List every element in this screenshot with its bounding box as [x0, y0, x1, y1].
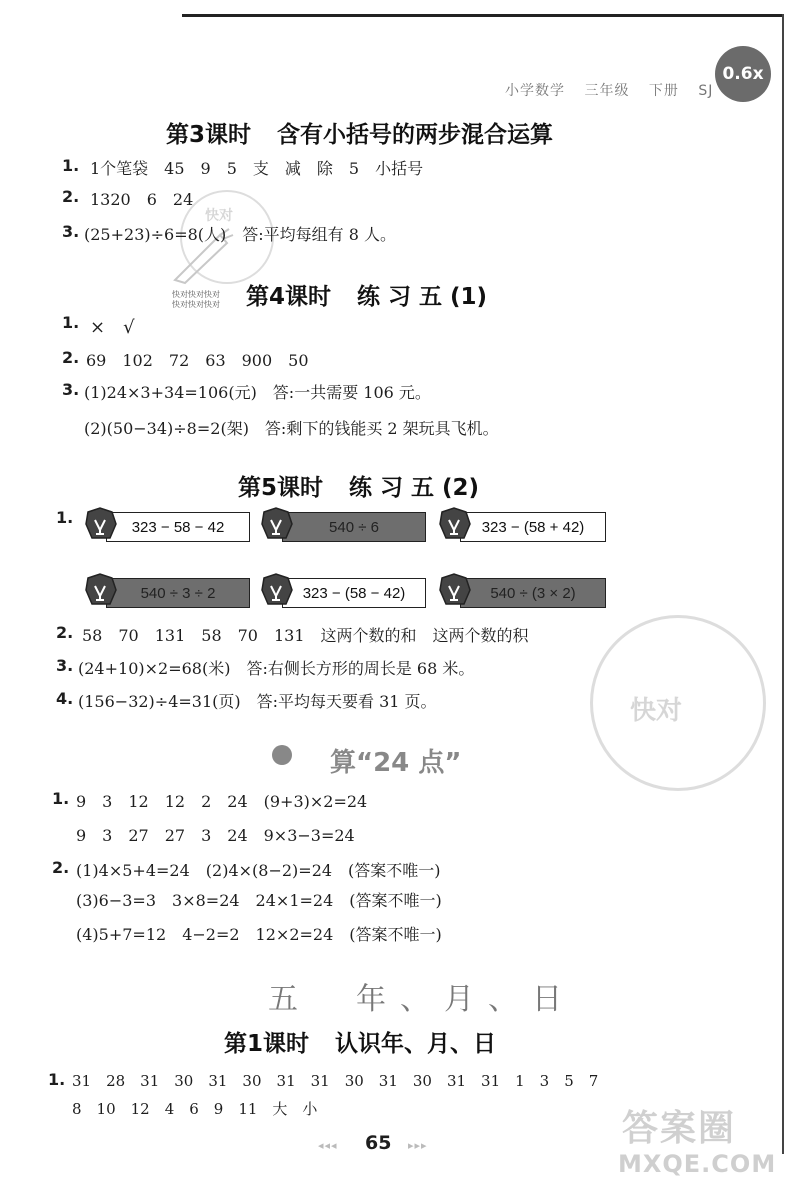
pencil-badge-icon — [258, 506, 298, 542]
watermark-site: MXQE.COM — [618, 1150, 777, 1178]
expression-tile — [82, 506, 250, 540]
expression-text: 540 ÷ 3 ÷ 2 — [140, 584, 216, 602]
lesson3-title — [166, 116, 553, 149]
expression-text: 323 − (58 − 42) — [302, 584, 406, 602]
pencil-badge-icon — [436, 572, 476, 608]
page-arrows-left: ◂◂◂ — [318, 1139, 338, 1152]
pencil-badge-icon — [258, 572, 298, 608]
q-number: 4. — [56, 689, 74, 708]
expression-text: 323 − (58 + 42) — [481, 518, 585, 536]
unit-title: 五 年、月、日 — [268, 982, 576, 1017]
game24-title: 算“24 点” — [330, 748, 462, 778]
q-number: 1. — [62, 313, 80, 332]
answer-line: 31 28 31 30 31 30 31 31 30 31 30 31 31 1 3 5 7 — [72, 1072, 599, 1090]
answer-line: (1)24×3+34=106(元) 答:一共需要 106 元。 — [84, 383, 431, 402]
header-subject: 小学数学 — [505, 83, 565, 99]
answer-line: (4)5+7=12 4−2=2 12×2=24 (答案不唯一) — [76, 925, 442, 944]
answer-line: × √ — [90, 317, 135, 338]
expression-tile-body — [106, 512, 250, 542]
lesson3-title-text: 含有小括号的两步混合运算 — [277, 122, 554, 148]
expression-tile — [436, 572, 606, 606]
q-number: 1. — [52, 789, 70, 808]
q-number: 2. — [62, 348, 80, 367]
expression-tile-body — [106, 578, 250, 608]
q-number: 2. — [52, 858, 70, 877]
answer-line: 9 3 27 27 3 24 9×3−3=24 — [76, 826, 355, 845]
expression-tile-body — [460, 512, 606, 542]
answer-line: (24+10)×2=68(米) 答:右侧长方形的周长是 68 米。 — [78, 659, 475, 678]
header-term: 下册 — [648, 83, 679, 99]
watermark-caption-line: 快对快对快对 — [172, 300, 220, 309]
lesson3-title-number: 第3课时 — [166, 122, 252, 148]
answer-line: 69 102 72 63 900 50 — [86, 351, 309, 370]
q-number: 2. — [56, 623, 74, 642]
watermark-caption-line: 快对快对快对 — [172, 290, 220, 299]
expression-text: 540 ÷ 6 — [329, 518, 379, 536]
pencil-badge-icon — [436, 506, 476, 542]
answer-line: 1个笔袋 45 9 5 支 减 除 5 小括号 — [90, 159, 424, 178]
running-header — [505, 80, 727, 100]
q-number: 3. — [56, 656, 74, 675]
watermark-small-text: 快对 — [205, 208, 233, 224]
page-arrows-right: ▸▸▸ — [408, 1139, 428, 1152]
header-grade: 三年级 — [584, 83, 630, 99]
q-number: 3. — [62, 222, 80, 241]
header-edition: SJ — [698, 83, 714, 99]
q-number: 1. — [62, 156, 80, 175]
answer-line: 9 3 12 12 2 24 (9+3)×2=24 — [76, 792, 368, 811]
expression-tile-body — [282, 512, 426, 542]
lesson5-title — [238, 469, 479, 502]
lesson4-title — [246, 278, 487, 311]
lesson1-title — [224, 1025, 496, 1058]
page-number: 65 — [365, 1132, 392, 1154]
expression-tile — [258, 506, 426, 540]
expression-tile — [436, 506, 606, 540]
section-bullet — [272, 745, 292, 765]
expression-text: 323 − 58 − 42 — [131, 518, 225, 536]
expression-tile-body — [282, 578, 426, 608]
expression-text: 540 ÷ (3 × 2) — [490, 584, 576, 602]
top-rule — [182, 14, 782, 17]
answer-line: 8 10 12 4 6 9 11 大 小 — [72, 1100, 318, 1118]
expression-tile — [82, 572, 250, 606]
q-number: 2. — [62, 187, 80, 206]
lesson1-title-text: 认识年、月、日 — [335, 1031, 497, 1057]
right-page-edge — [782, 14, 784, 1154]
answer-line: (3)6−3=3 3×8=24 24×1=24 (答案不唯一) — [76, 891, 442, 910]
q-number: 1. — [48, 1070, 66, 1089]
q-number: 3. — [62, 380, 80, 399]
lesson1-title-number: 第1课时 — [224, 1031, 310, 1057]
answer-line: (156−32)÷4=31(页) 答:平均每天要看 31 页。 — [78, 692, 437, 711]
answer-line: (2)(50−34)÷8=2(架) 答:剩下的钱能买 2 架玩具飞机。 — [84, 419, 499, 438]
expression-tile-body — [460, 578, 606, 608]
pencil-badge-icon — [82, 572, 122, 608]
answer-line: (1)4×5+4=24 (2)4×(8−2)=24 (答案不唯一) — [76, 861, 441, 880]
answer-line: 58 70 131 58 70 131 这两个数的和 这两个数的积 — [82, 626, 529, 645]
answer-line: 1320 6 24 — [90, 190, 194, 209]
answer-line: (25+23)÷6=8(人) 答:平均每组有 8 人。 — [84, 225, 397, 244]
watermark-large-text: 快对 — [630, 696, 683, 726]
pencil-badge-icon — [82, 506, 122, 542]
lesson4-title-text: 练 习 五 (1) — [357, 284, 488, 310]
lesson4-title-number: 第4课时 — [246, 284, 332, 310]
lesson5-title-number: 第5课时 — [238, 475, 324, 501]
q-number: 1. — [56, 508, 74, 527]
lesson5-title-text: 练 习 五 (2) — [349, 475, 480, 501]
expression-tile — [258, 572, 426, 606]
watermark-small-caption — [172, 290, 220, 310]
watermark-corner-logo: 答案圈 — [622, 1108, 737, 1149]
playback-speed-badge[interactable]: 0.6x — [715, 46, 771, 102]
